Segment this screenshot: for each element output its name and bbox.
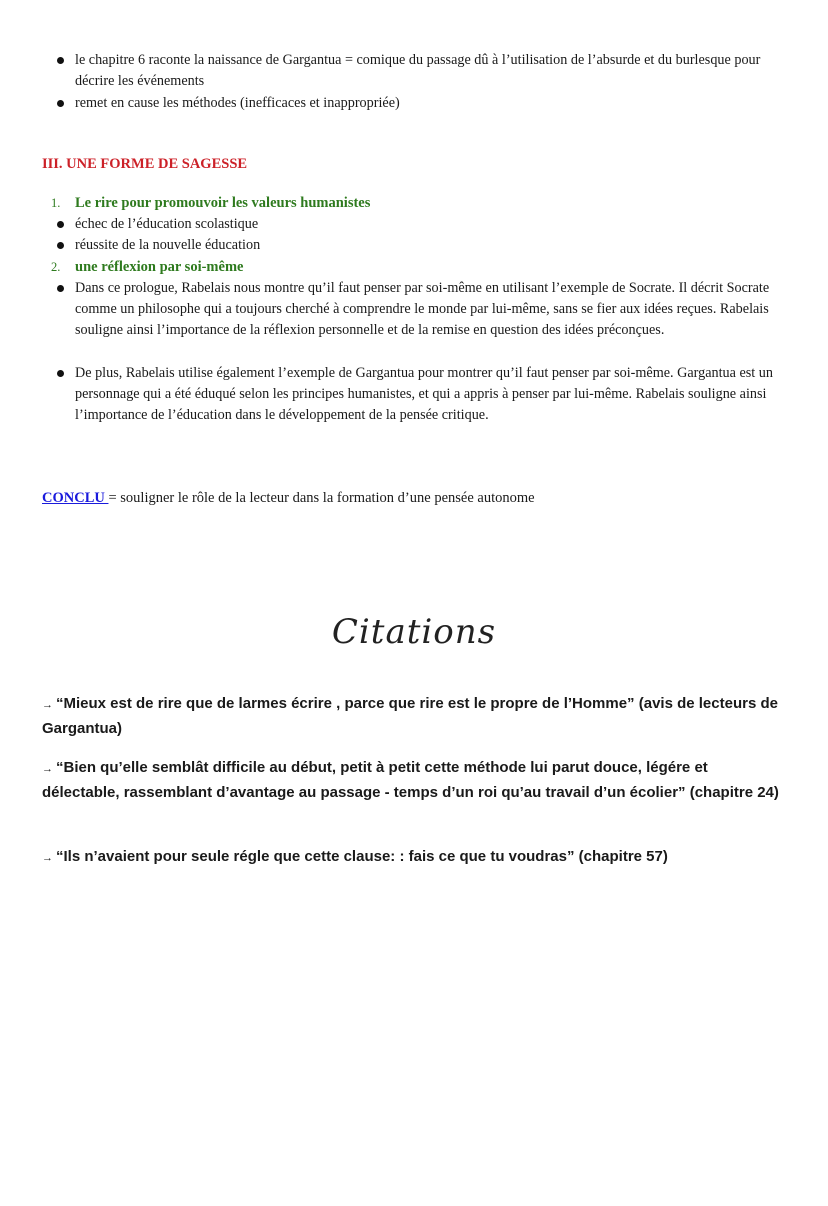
- bullet-text: remet en cause les méthodes (inefficaces et inappropriée): [75, 95, 400, 111]
- quote-item: [42, 692, 787, 741]
- point-label: Le rire pour promouvoir les valeurs humanistes: [75, 195, 371, 211]
- point-label: une réflexion par soi-même: [75, 259, 244, 275]
- bullet-item: [75, 50, 790, 92]
- point-number: 2.: [51, 260, 61, 274]
- quote-item: [42, 845, 787, 870]
- bullet-item: [75, 214, 790, 235]
- quote-item: [42, 756, 787, 805]
- bullet-text: De plus, Rabelais utilise également l’exemple de Gargantua pour montrer qu’il faut penser par soi-même. Gargantua est un personnage qui a été éduqué selon les principes humanistes, et qui a appris à penser par lui-même. Rabelais souligne ainsi l’importance de l’éducation dans le développement de la pensée critique.: [75, 365, 773, 423]
- conclu-link[interactable]: CONCLU: [42, 490, 109, 506]
- numbered-point: [51, 193, 371, 214]
- bullet-dot: [57, 242, 64, 249]
- bullet-text: réussite de la nouvelle éducation: [75, 237, 261, 253]
- bullet-item: [75, 363, 790, 426]
- quote-text: “Bien qu’elle semblât difficile au début, petit à petit cette méthode lui parut douce, légére et délectable, rassemblant d’avantage au passage - temps d’un roi qu’au travail d’un écolier” (chapitre 24): [42, 759, 779, 801]
- bullet-dot: [57, 100, 64, 107]
- arrow-icon: →: [42, 699, 53, 711]
- bullet-dot: [57, 285, 64, 292]
- conclusion-line: [42, 488, 535, 509]
- numbered-point: [51, 257, 244, 278]
- bullet-dot: [57, 221, 64, 228]
- bullet-text: Dans ce prologue, Rabelais nous montre qu’il faut penser par soi-même en utilisant l’exemple de Socrate. Il décrit Socrate comme un philosophe qui a toujours cherché à comprendre le monde par lui-même, sans se fier aux idées reçues. Rabelais souligne ainsi l’importance de la réflexion personnelle et de la remise en question des idées préconçues.: [75, 280, 770, 338]
- bullet-item: [75, 235, 790, 256]
- point-number: 1.: [51, 196, 61, 210]
- bullet-dot: [57, 370, 64, 377]
- bullet-text: échec de l’éducation scolastique: [75, 216, 259, 232]
- arrow-icon: →: [42, 852, 53, 864]
- arrow-icon: →: [42, 763, 53, 775]
- section-title: III. UNE FORME DE SAGESSE: [42, 156, 248, 172]
- quote-text: “Ils n’avaient pour seule régle que cette clause: : fais ce que tu voudras” (chapitre 57): [56, 848, 668, 865]
- conclu-text: = souligner le rôle de la lecteur dans la formation d’une pensée autonome: [108, 490, 535, 506]
- quote-text: “Mieux est de rire que de larmes écrire , parce que rire est le propre de l’Homme” (avis de lecteurs de Gargantua): [42, 695, 778, 737]
- bullet-item: [75, 278, 790, 341]
- bullet-item: [75, 93, 790, 114]
- citations-heading: Citations: [331, 612, 497, 652]
- bullet-text: le chapitre 6 raconte la naissance de Gargantua = comique du passage dû à l’utilisation de l’absurde et du burlesque pour décrire les événements: [75, 52, 761, 89]
- bullet-dot: [57, 57, 64, 64]
